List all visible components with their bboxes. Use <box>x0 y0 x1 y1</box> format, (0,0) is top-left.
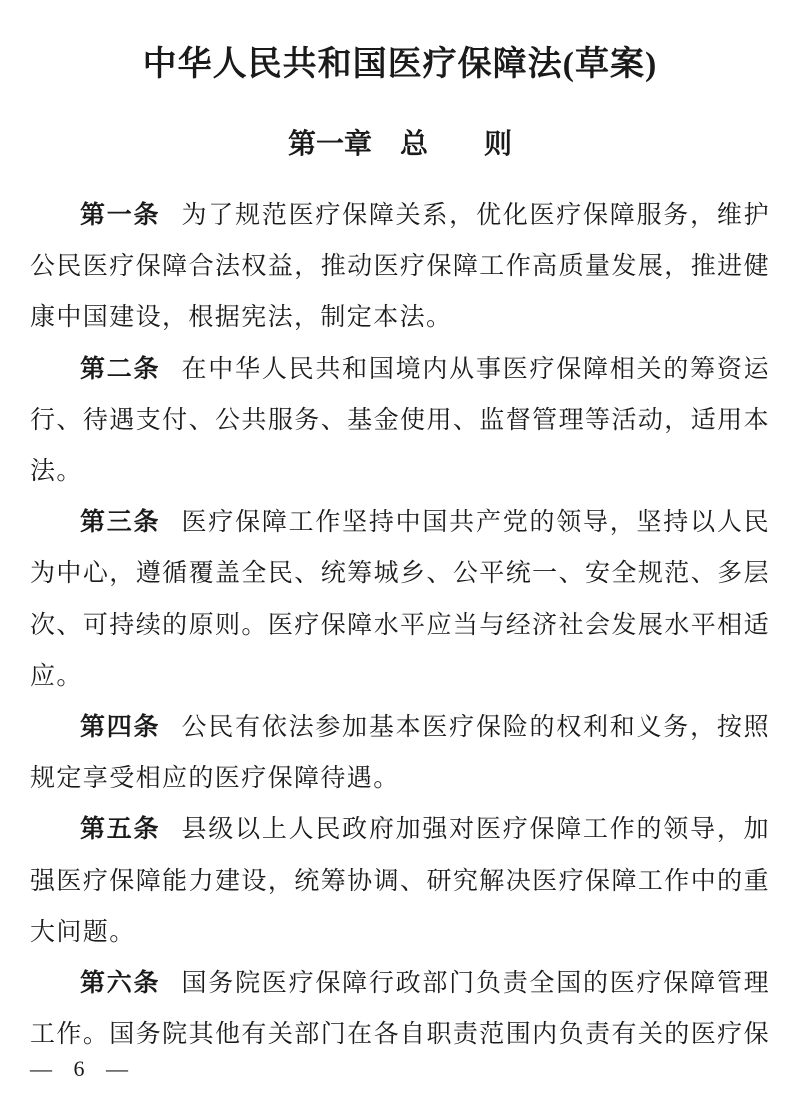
article-paragraph <box>30 344 770 498</box>
article-paragraph <box>30 804 770 958</box>
article-label: 第四条 <box>80 713 161 742</box>
article-label: 第六条 <box>80 969 161 998</box>
article-paragraph <box>30 958 770 1060</box>
article-label: 第三条 <box>80 508 161 537</box>
article-text: 医疗保障工作坚持中国共产党的领导，坚持以人民为中心，遵循覆盖全民、统筹城乡、公平统一、安全规范、多层次、可持续的原则。医疗保障水平应当与经济社会发展水平相适应。 <box>30 509 770 690</box>
article-text: 公民有依法参加基本医疗保险的权利和义务，按照规定享受相应的医疗保障待遇。 <box>30 714 770 793</box>
article-text: 县级以上人民政府加强对医疗保障工作的领导，加强医疗保障能力建设，统筹协调、研究解决医疗保障工作中的重大问题。 <box>30 816 770 946</box>
chapter-heading: 第一章 总 则 <box>287 128 512 159</box>
document-body <box>30 190 770 1060</box>
article-paragraph <box>30 497 770 702</box>
article-label: 第五条 <box>80 815 161 844</box>
article-label: 第一条 <box>80 201 161 229</box>
article-text: 国务院医疗保障行政部门负责全国的医疗保障管理工作。国务院其他有关部门在各自职责范围内负责有关的医疗保 <box>30 970 770 1049</box>
article-text: 在中华人民共和国境内从事医疗保障相关的筹资运行、待遇支付、公共服务、基金使用、监督管理等活动，适用本法。 <box>30 355 770 486</box>
page-number: — 6 — <box>30 1056 130 1081</box>
document-title: 中华人民共和国医疗保障法(草案) <box>142 46 658 83</box>
article-paragraph <box>30 702 770 804</box>
article-label: 第二条 <box>80 354 161 383</box>
article-paragraph <box>30 190 770 344</box>
article-text: 为了规范医疗保障关系，优化医疗保障服务，维护公民医疗保障合法权益，推动医疗保障工作高质量发展，推进健康中国建设，根据宪法，制定本法。 <box>30 202 770 332</box>
